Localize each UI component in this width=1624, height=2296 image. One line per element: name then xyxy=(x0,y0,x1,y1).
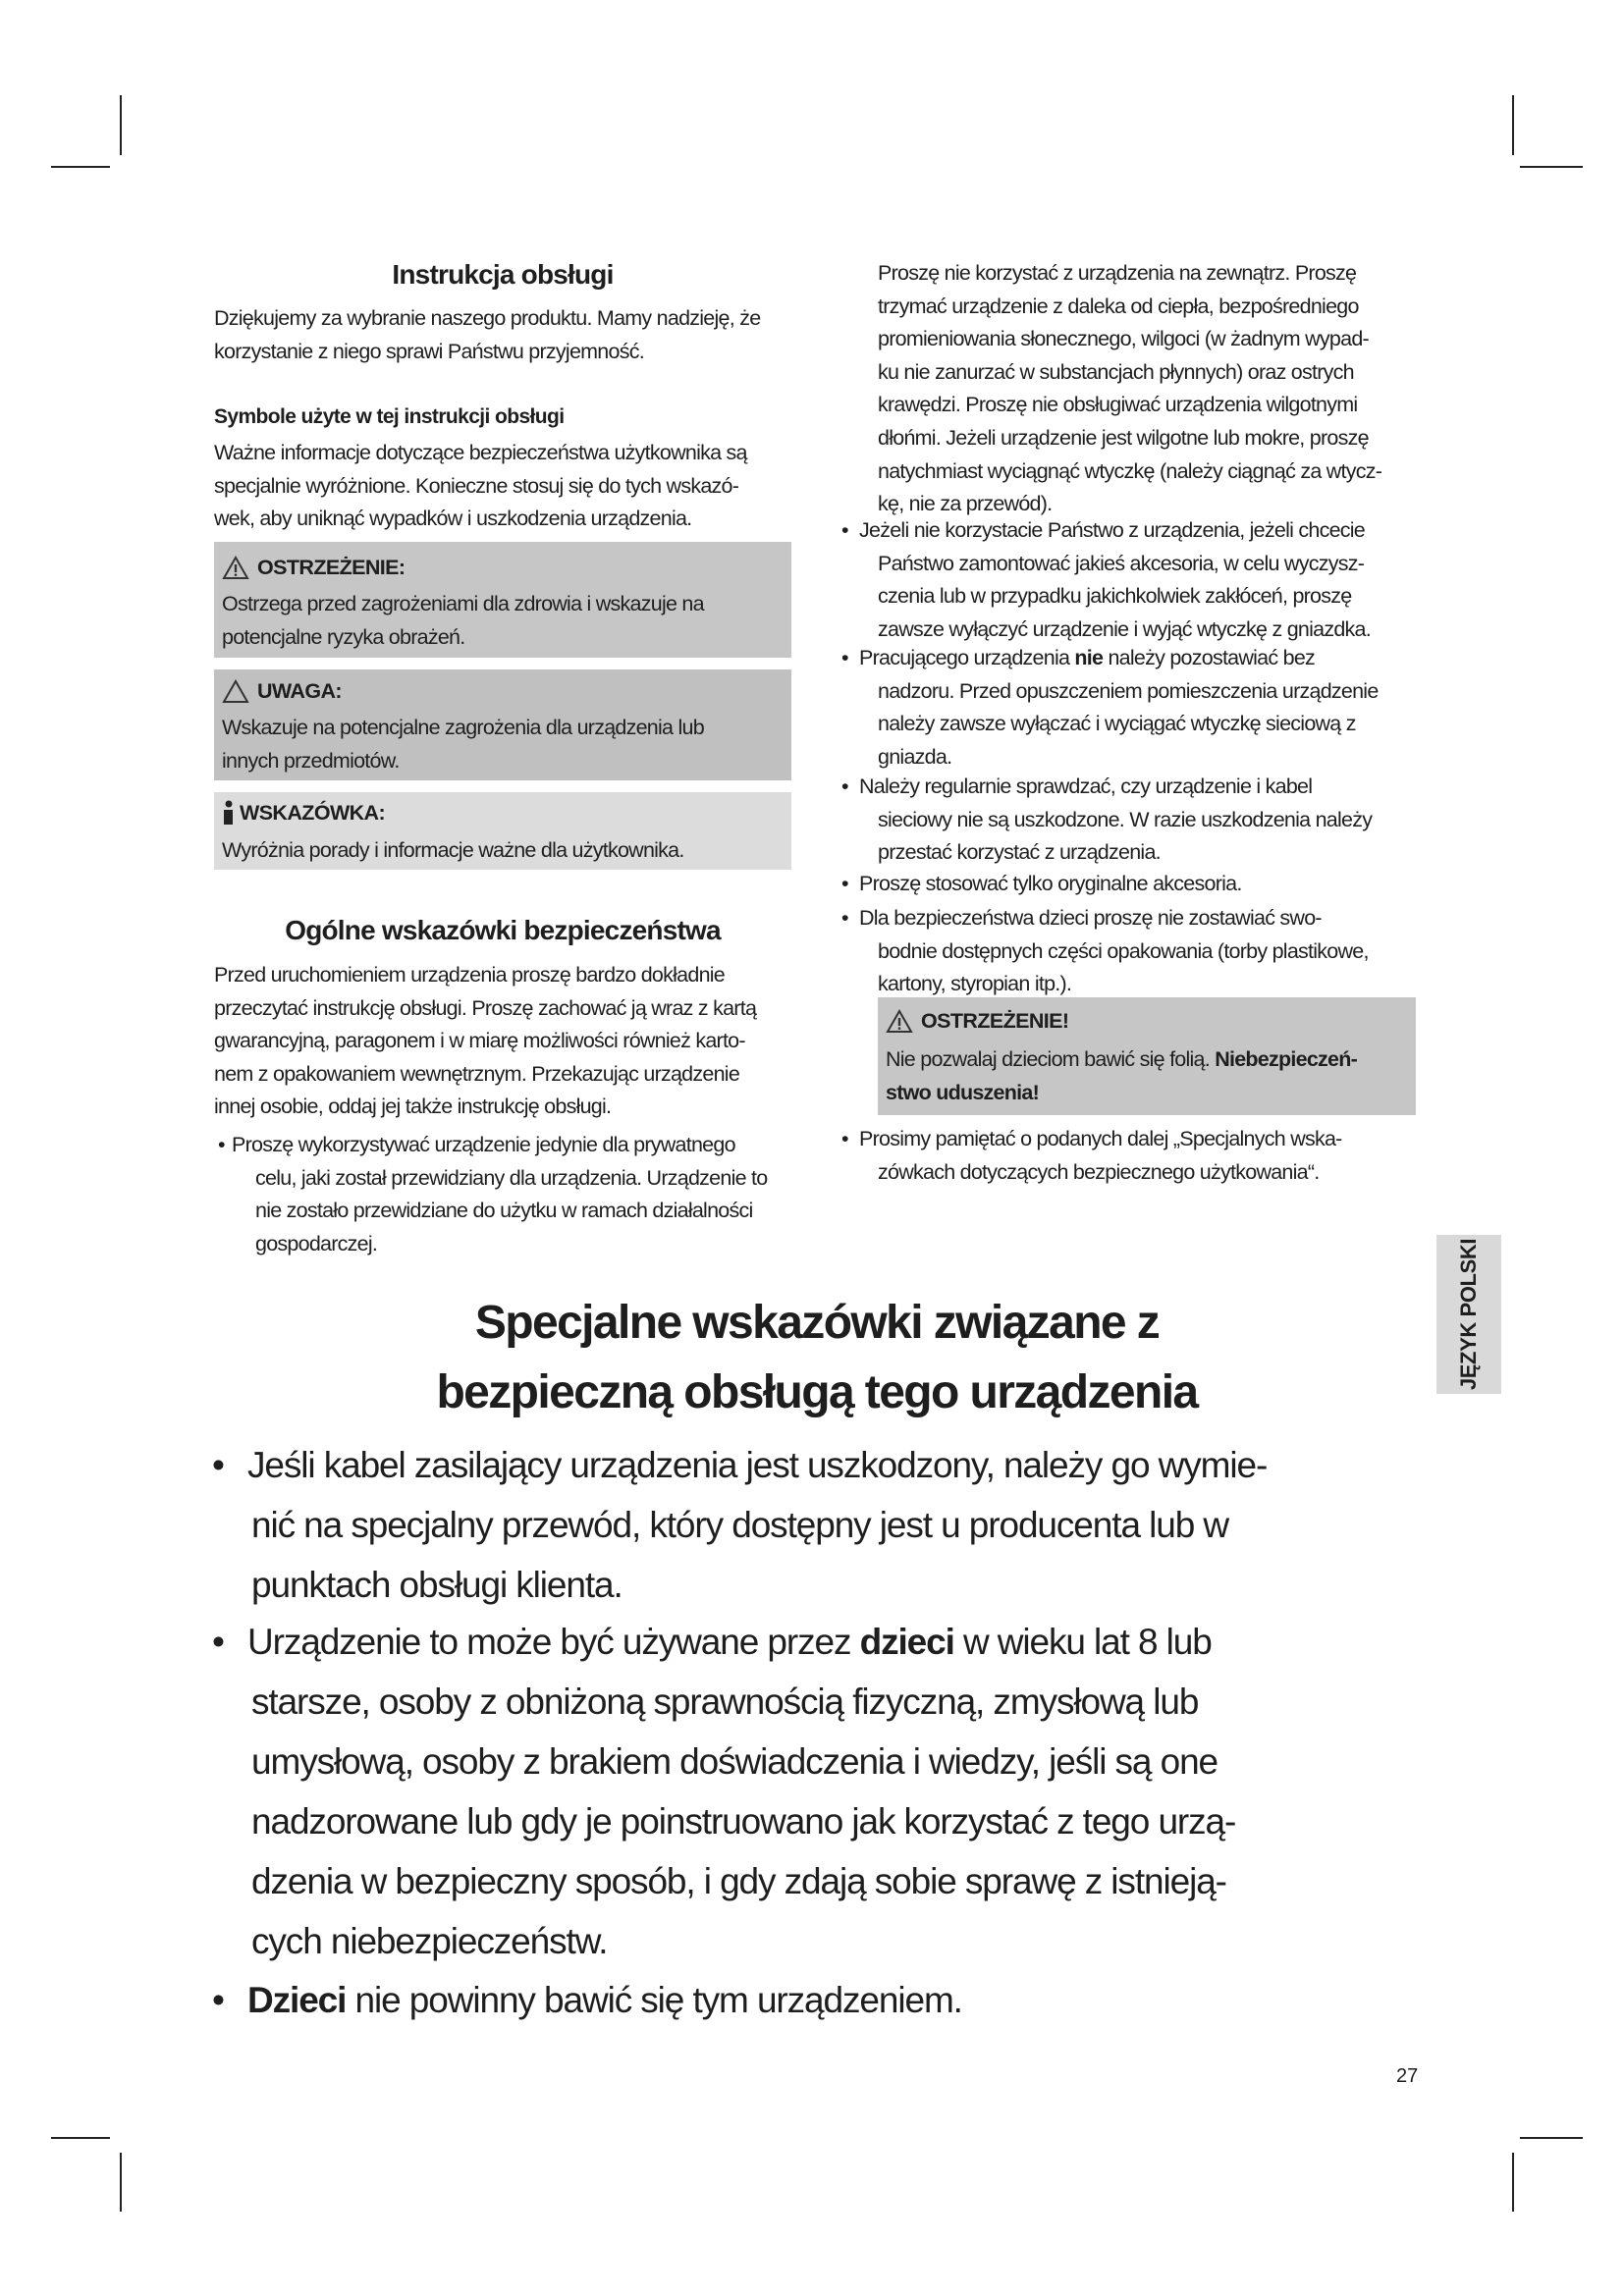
warning-box-foil xyxy=(878,997,1416,1115)
text-line: zówkach dotyczących bezpiecznego użytkowania“. xyxy=(878,1159,1320,1184)
text-line: Ostrzega przed zagrożeniami dla zdrowia i wskazuje na xyxy=(222,592,704,615)
bullet-text xyxy=(859,902,1369,1001)
bullet-char: • xyxy=(212,1622,224,1662)
text-line: gospodarczej. xyxy=(255,1231,378,1255)
warning-label: OSTRZEŻENIE: xyxy=(257,556,406,579)
text-line: Proszę wykorzystywać urządzenie jedynie dla prywatnego xyxy=(232,1133,735,1156)
text-line: nić na specjalny przewód, który dostępny jest u producenta lub w xyxy=(251,1505,1228,1545)
text-line: bodnie dostępnych części opakowania (torby plastikowe, xyxy=(878,938,1369,963)
symbols-text xyxy=(214,437,747,536)
text-line: czenia lub w przypadku jakichkolwiek zakłóceń, proszę xyxy=(878,584,1352,609)
warning-text xyxy=(222,588,704,654)
text-line: gwarancyjną, paragonem i w miarę możliwości również karto- xyxy=(214,1029,745,1053)
crop-mark xyxy=(120,95,122,155)
text-line: cych niebezpieczeństw. xyxy=(251,1921,608,1961)
warning-triangle-icon xyxy=(886,1009,913,1034)
text-line: Pracującego urządzenia nie należy pozostawiać bez xyxy=(859,646,1316,669)
bullet-char: • xyxy=(841,774,848,798)
text-line: Należy regularnie sprawdzać, czy urządzenie i kabel xyxy=(859,774,1313,798)
caution-triangle-icon xyxy=(222,679,249,704)
text-line: Proszę nie korzystać z urządzenia na zewnątrz. Proszę xyxy=(878,261,1357,285)
warning-text xyxy=(886,1043,1357,1109)
special-title xyxy=(0,1288,1624,1427)
text-line: Przed uruchomieniem urządzenia proszę bardzo dokładnie xyxy=(214,963,726,987)
bullet-char: • xyxy=(841,1127,848,1150)
text-line: przeczytać instrukcję obsługi. Proszę zachować ją wraz z kartą xyxy=(214,995,757,1020)
crop-mark xyxy=(51,166,110,168)
text-line: punktach obsługi klienta. xyxy=(251,1565,623,1605)
warning-label: OSTRZEŻENIE! xyxy=(921,1009,1069,1033)
bullet-text xyxy=(859,868,1242,901)
text-line: krawędzi. Proszę nie obsługiwać urządzenia wilgotnymi xyxy=(878,393,1358,417)
bullet-text xyxy=(859,1123,1342,1189)
crop-mark xyxy=(1512,95,1514,155)
text-line: innej osobie, oddaj jej także instrukcję obsługi. xyxy=(214,1095,612,1119)
bold-text: dzieci xyxy=(859,1622,954,1662)
text-line: należy zawsze wyłączać i wyciągać wtyczkę sieciową z xyxy=(878,712,1356,736)
text-line: Dla bezpieczeństwa dzieci proszę nie zostawiać swo- xyxy=(859,906,1322,930)
info-icon xyxy=(222,800,236,826)
text-line xyxy=(886,1077,1357,1110)
general-safety-heading: Ogólne wskazówki bezpieczeństwa xyxy=(285,915,721,945)
crop-mark xyxy=(1520,2137,1583,2139)
warning-triangle-icon xyxy=(222,556,249,580)
text-line: natychmiast wyciągnąć wtyczkę (należy ciągnąć za wtycz- xyxy=(878,458,1382,483)
bullet-char: • xyxy=(212,1445,224,1485)
text-line: Ważne informacje dotyczące bezpieczeństwa użytkownika są xyxy=(214,441,747,464)
text-line: Proszę stosować tylko oryginalne akcesoria. xyxy=(859,872,1242,895)
outdoor-use-text xyxy=(878,257,1381,521)
bullet-char: • xyxy=(218,1133,225,1156)
bullet-char: • xyxy=(841,872,848,895)
text-line: przestać korzystać z urządzenia. xyxy=(878,840,1161,865)
text-line: Urządzenie to może być używane przez dzieci w wieku lat 8 lub xyxy=(247,1622,1212,1662)
text-line: potencjalne ryzyka obrażeń. xyxy=(222,624,465,649)
symbols-heading: Symbole użyte w tej instrukcji obsługi xyxy=(214,405,565,428)
text-line: Dziękujemy za wybranie naszego produktu. Mamy nadzieję, że xyxy=(214,306,761,330)
general-safety-text xyxy=(214,959,756,1124)
text-line: Wskazuje na potencjalne zagrożenia dla urządzenia lub xyxy=(222,716,704,739)
bullet-char: • xyxy=(841,646,848,669)
intro-text xyxy=(214,302,760,368)
text-line: specjalnie wyróżnione. Konieczne stosuj się do tych wskazó- xyxy=(214,473,739,498)
caution-text xyxy=(222,712,704,777)
bullet-char: • xyxy=(841,906,848,930)
warning-box xyxy=(214,542,791,658)
bullet-char: • xyxy=(841,518,848,542)
bullet-text xyxy=(247,1970,962,2030)
text-line: Jeżeli nie korzystacie Państwo z urządzenia, jeżeli chcecie xyxy=(859,518,1366,542)
language-tab-label: JĘZYK POLSKI xyxy=(1456,1238,1481,1391)
text-line: nadzoru. Przed opuszczeniem pomieszczenia urządzenie xyxy=(878,678,1379,703)
caution-box xyxy=(214,669,791,780)
text-line: umysłową, osoby z brakiem doświadczenia i wiedzy, jeśli są one xyxy=(251,1741,1218,1782)
text-line: Wyróżnia porady i informacje ważne dla użytkownika. xyxy=(222,838,684,862)
text-line: Prosimy pamiętać o podanych dalej „Specjalnych wska- xyxy=(859,1127,1342,1150)
text-line: innych przedmiotów. xyxy=(222,748,400,773)
text-line: celu, jaki został przewidziany dla urządzenia. Urządzenie to xyxy=(255,1165,768,1190)
text-line: Jeśli kabel zasilający urządzenia jest uszkodzony, należy go wymie- xyxy=(247,1445,1268,1485)
bullet-char: • xyxy=(212,1980,224,2020)
hint-label: WSKAZÓWKA: xyxy=(240,800,386,825)
bold-text: Niebezpieczeń- xyxy=(1215,1047,1358,1071)
bold-text: nie xyxy=(1074,646,1104,669)
text-line: bezpieczną obsługą tego urządzenia xyxy=(436,1366,1198,1418)
text-line: Nie pozwalaj dzieciom bawić się folią. Niebezpieczeń- xyxy=(886,1047,1358,1071)
bullet-text xyxy=(232,1129,767,1260)
text-line: zawsze wyłączyć urządzenie i wyjąć wtyczkę z gniazdka. xyxy=(878,616,1371,641)
text-line: Dzieci nie powinny bawić się tym urządzeniem. xyxy=(247,1980,962,2020)
text-line: starsze, osoby z obniżoną sprawnością fizyczną, zmysłową lub xyxy=(251,1682,1199,1722)
text-line: sieciowy nie są uszkodzone. W razie uszkodzenia należy xyxy=(878,807,1373,831)
section-title: Instrukcja obsługi xyxy=(392,259,614,290)
hint-text xyxy=(222,834,684,868)
caution-label: UWAGA: xyxy=(257,679,342,703)
bullet-text xyxy=(247,1435,1267,1615)
hint-box xyxy=(214,792,791,870)
text-line: Państwo zamontować jakieś akcesoria, w celu wyczysz- xyxy=(878,551,1365,575)
crop-mark xyxy=(1520,166,1583,168)
crop-mark xyxy=(51,2137,110,2139)
bullet-text xyxy=(859,771,1372,870)
text-line: Specjalne wskazówki związane z xyxy=(474,1297,1160,1349)
text-line: wek, aby uniknąć wypadków i uszkodzenia urządzenia. xyxy=(214,507,692,531)
text-line: kę, nie za przewód). xyxy=(878,492,1053,516)
text-line: promieniowania słonecznego, wilgoci (w żadnym wypad- xyxy=(878,327,1369,351)
text-line: ku nie zanurzać w substancjach płynnych) oraz ostrych xyxy=(878,359,1354,384)
text-line: nem z opakowaniem wewnętrznym. Przekazując urządzenie xyxy=(214,1061,740,1086)
bullet-text xyxy=(859,514,1371,646)
crop-mark xyxy=(120,2153,122,2212)
text-line: nadzorowane lub gdy je poinstruowano jak korzystać z tego urzą- xyxy=(251,1801,1236,1842)
bullet-text xyxy=(247,1612,1235,1971)
text-line: kartony, styropian itp.). xyxy=(878,972,1072,996)
text-line: korzystanie z niego sprawi Państwu przyjemność. xyxy=(214,339,644,363)
page-number: 27 xyxy=(1396,2065,1419,2087)
text-line: gniazda. xyxy=(878,744,952,769)
bullet-text xyxy=(859,642,1379,774)
text-line: trzymać urządzenie z daleka od ciepła, bezpośredniego xyxy=(878,294,1359,318)
text-line: nie zostało przewidziane do użytku w ramach działalności xyxy=(255,1199,753,1223)
text-line: dłońmi. Jeżeli urządzenie jest wilgotne lub mokre, proszę xyxy=(878,425,1369,450)
crop-mark xyxy=(1512,2153,1514,2212)
bold-text: stwo uduszenia! xyxy=(886,1080,1039,1104)
text-line: dzenia w bezpieczny sposób, i gdy zdają sobie sprawę z istnieją- xyxy=(251,1861,1226,1901)
bold-text: Dzieci xyxy=(247,1980,347,2020)
